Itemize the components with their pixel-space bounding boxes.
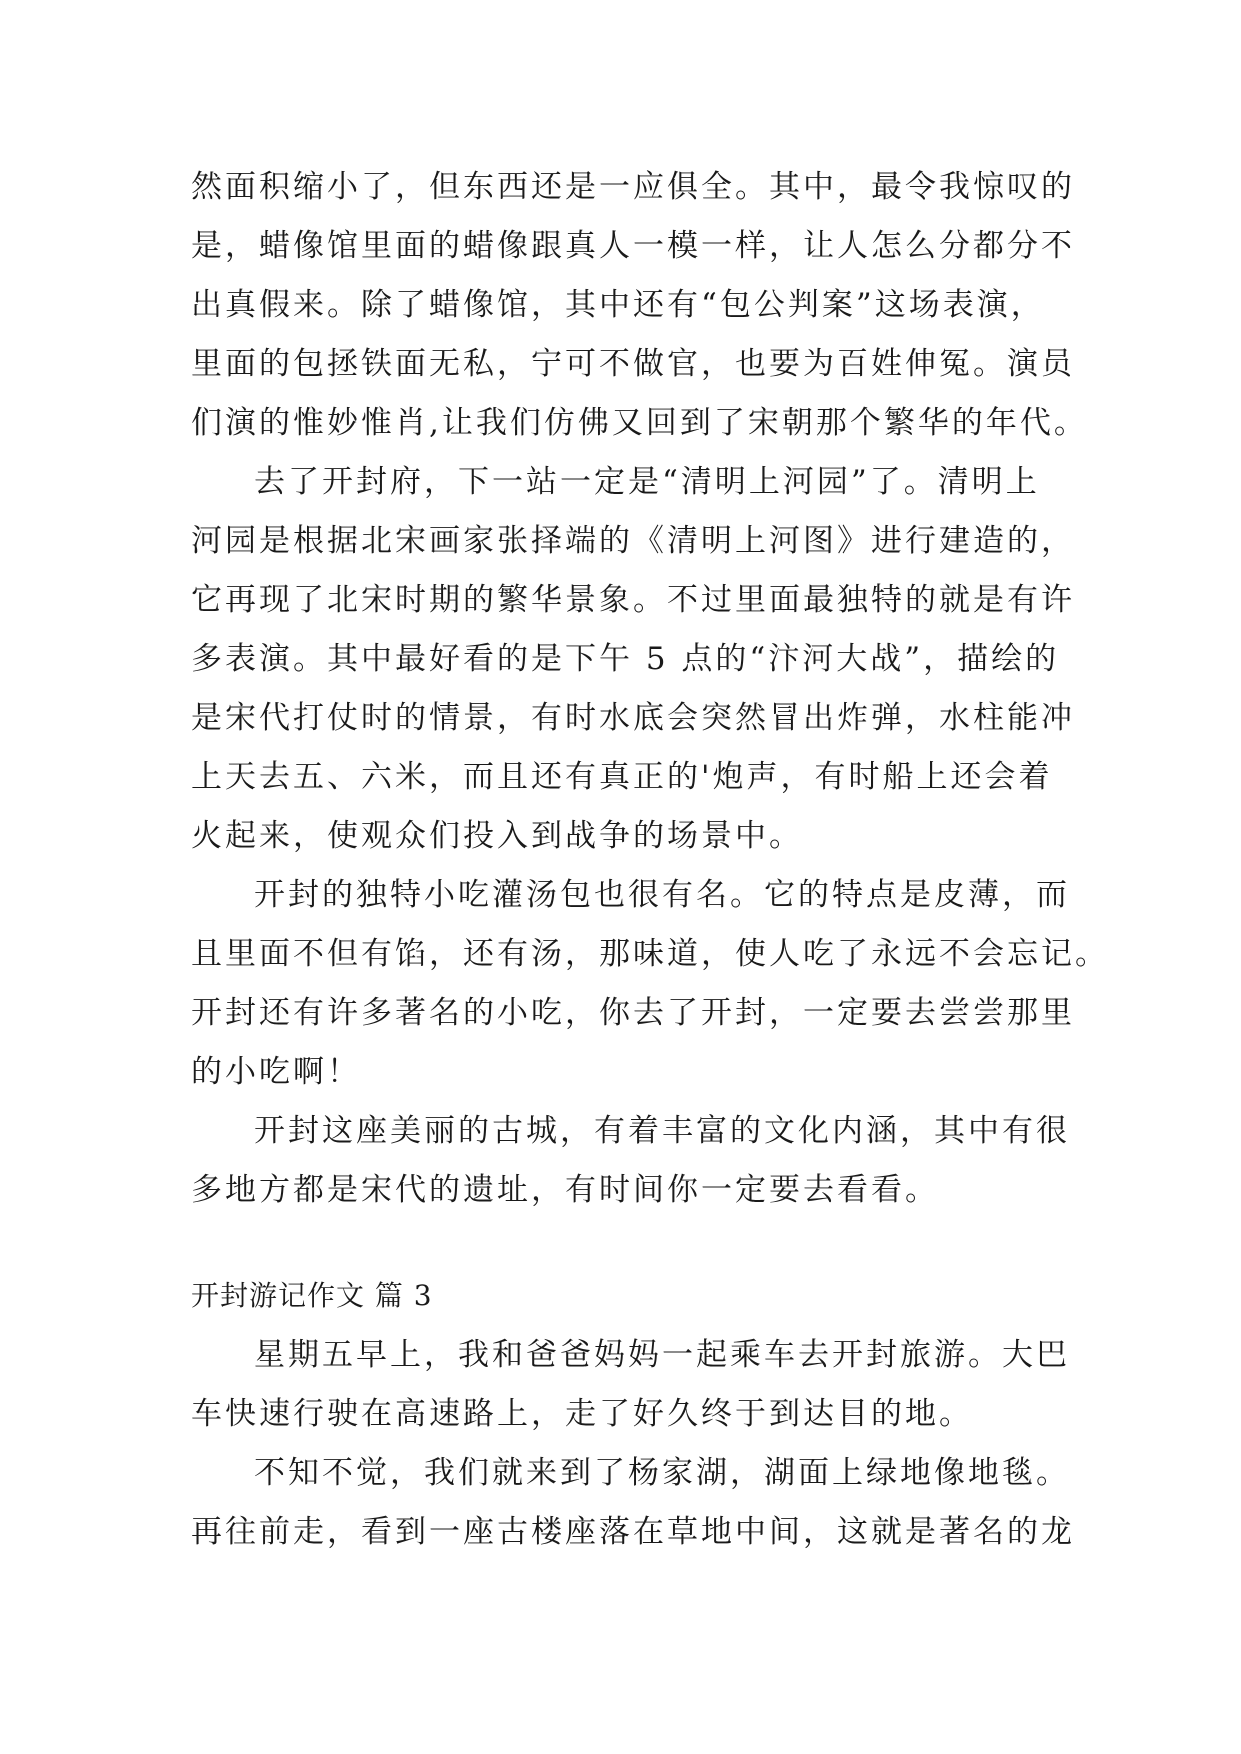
- text-line: 车快速行驶在高速路上，走了好久终于到达目的地。: [191, 1396, 973, 1432]
- text-line: 里面的包拯铁面无私，宁可不做官，也要为百姓伸冤。演员: [191, 346, 1075, 382]
- text-line: 的小吃啊！: [191, 1054, 361, 1090]
- text-line: 上天去五、六米，而且还有真正的'炮声，有时船上还会着: [191, 759, 1053, 795]
- section-heading: 开封游记作文 篇 3: [191, 1279, 433, 1312]
- paragraph-start-line: 星期五早上，我和爸爸妈妈一起乘车去开封旅游。大巴: [254, 1337, 1070, 1373]
- text-line: 多表演。其中最好看的是下午 5 点的“汴河大战”，描绘的: [191, 641, 1060, 677]
- text-line: 是宋代打仗时的情景，有时水底会突然冒出炸弹，水柱能冲: [191, 700, 1075, 736]
- text-line: 火起来，使观众们投入到战争的场景中。: [191, 818, 803, 854]
- text-line: 多地方都是宋代的遗址，有时间你一定要去看看。: [191, 1172, 939, 1208]
- paragraph-start-line: 开封这座美丽的古城，有着丰富的文化内涵，其中有很: [254, 1113, 1070, 1149]
- paragraph-start-line: 开封的独特小吃灌汤包也很有名。它的特点是皮薄，而: [254, 877, 1070, 913]
- text-line: 开封还有许多著名的小吃，你去了开封，一定要去尝尝那里: [191, 995, 1075, 1031]
- text-line: 是，蜡像馆里面的蜡像跟真人一模一样，让人怎么分都分不: [191, 228, 1075, 264]
- text-line: 它再现了北宋时期的繁华景象。不过里面最独特的就是有许: [191, 582, 1075, 618]
- text-line: 河园是根据北宋画家张择端的《清明上河图》进行建造的，: [191, 523, 1075, 559]
- text-line: 们演的惟妙惟肖,让我们仿佛又回到了宋朝那个繁华的年代。: [191, 405, 1088, 441]
- text-line: 然面积缩小了，但东西还是一应俱全。其中，最令我惊叹的: [191, 169, 1075, 205]
- text-line: 出真假来。除了蜡像馆，其中还有“包公判案”这场表演，: [191, 287, 1045, 323]
- paragraph-start-line: 不知不觉，我们就来到了杨家湖，湖面上绿地像地毯。: [254, 1455, 1070, 1491]
- text-line: 再往前走，看到一座古楼座落在草地中间，这就是著名的龙: [191, 1514, 1075, 1550]
- text-line: 且里面不但有馅，还有汤，那味道，使人吃了永远不会忘记。: [191, 936, 1109, 972]
- paragraph-start-line: 去了开封府，下一站一定是“清明上河园”了。清明上: [254, 464, 1040, 500]
